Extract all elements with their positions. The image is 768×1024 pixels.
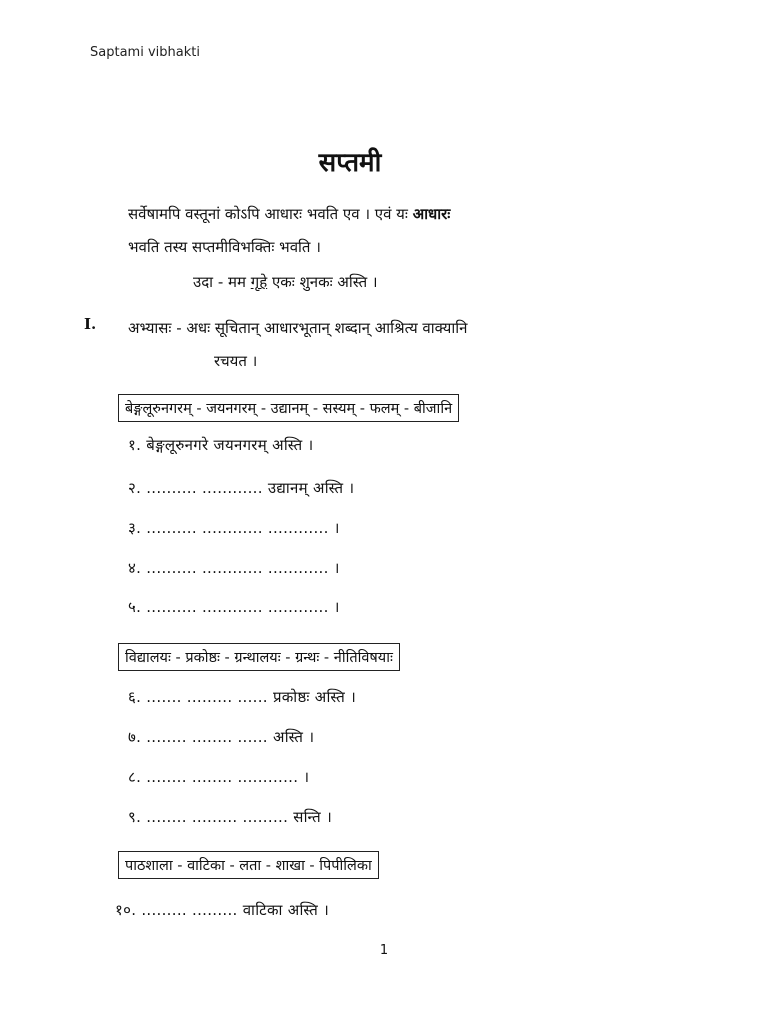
example-underlined-word: गृहे (250, 273, 268, 291)
intro-text-1: सर्वेषामपि वस्तूनां कोऽपि आधारः भवति एव । एवं यः (128, 205, 408, 223)
exercise-label: I. (84, 315, 97, 333)
exercise-line-2: २. .......... ............ उद्यानम् अस्ति । (128, 479, 355, 497)
word-box-3: पाठशाला - वाटिका - लता - शाखा - पिपीलिका (118, 851, 379, 879)
page-title: सप्तमी (318, 148, 382, 178)
document-header: Saptami vibhakti (90, 45, 200, 60)
page-number: 1 (379, 943, 389, 958)
exercise-line-7: ७. ........ ........ ...... अस्ति । (128, 728, 315, 746)
exercise-line-6: ६. ....... ......... ...... प्रकोष्ठः अस्ति । (128, 688, 357, 706)
example-sentence (193, 272, 378, 292)
intro-text-2: भवति तस्य सप्तमीविभक्तिः भवति । (128, 238, 321, 256)
instruction-line-1: अभ्यासः - अधः सूचितान् आधारभूतान् शब्दान् आश्रित्य वाक्यानि (128, 319, 468, 337)
exercise-line-8: ८. ........ ........ ............ । (128, 768, 310, 786)
example-prefix: उदा - मम (193, 273, 246, 291)
exercise-line-3: ३. .......... ............ ............ । (128, 519, 340, 537)
exercise-line-4: ४. .......... ............ ............ । (128, 559, 340, 577)
example-suffix: एकः शुनकः अस्ति । (271, 273, 378, 291)
exercise-line-1: १. बेङ्गलूरुनगरे जयनगरम् अस्ति । (128, 436, 314, 454)
instruction-line-2: रचयत । (214, 352, 258, 370)
exercise-line-5: ५. .......... ............ ............ । (128, 598, 340, 616)
exercise-instruction (128, 312, 568, 378)
exercise-line-9: ९. ........ ......... ......... सन्ति । (128, 808, 333, 826)
intro-paragraph (128, 198, 588, 264)
word-box-1: बेङ्गलूरुनगरम् - जयनगरम् - उद्यानम् - सस्यम् - फलम् - बीजानि (118, 394, 459, 422)
word-box-2: विद्यालयः - प्रकोष्ठः - ग्रन्थालयः - ग्रन्थः - नीतिविषयाः (118, 643, 400, 671)
intro-bold-term: आधारः (412, 205, 451, 223)
exercise-line-10: १०. ......... ......... वाटिका अस्ति । (115, 901, 330, 919)
